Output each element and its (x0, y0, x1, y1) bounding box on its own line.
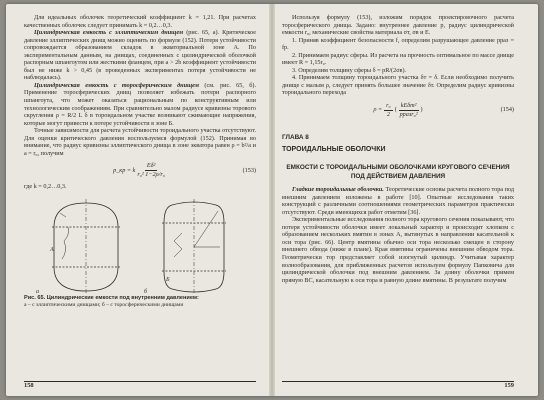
left-para-2-title: Цилиндрическая емкость с эллиптическим днищем (34, 29, 184, 37)
right-page-number: 159 (504, 382, 514, 390)
right-para-1: Используя формулу (153), изложим порядок проектировочного расчета торосферического днища. Задано: внутреннее давление p, радиус цилиндрической емкости r₀, механические свойства материала σт, σв и E. (282, 14, 514, 37)
chapter-title: ТОРОИДАЛЬНЫЕ ОБОЛОЧКИ (282, 145, 386, 153)
formula-153-numerator: Eδ² (146, 162, 156, 170)
figure-65-caption-text: а – с эллиптическими днищами; б – с торосферическими днищами (24, 301, 184, 308)
right-step-4: 4. Принимаем толщину тороидального участка δт = δ. Если необходимо получить днище с малым ρ, следует принять большее значение δт. Определим радиус кривизны тороидального перехода (282, 74, 514, 97)
right-page-footer-rule (282, 381, 514, 382)
book-spread (6, 4, 538, 396)
formula-154: ρ = $\frac{\text{r₀}}{2}$ ( $\frac{\text{kEδт²}}{\text{pразr₀²}}$ ) (154) (373, 101, 514, 118)
figure-65-caption-title: Рис. 65. Цилиндрические емкости под внутренним давлением: (24, 294, 199, 301)
left-para-4: Точные зависимости для расчета устойчивости тороидального участка отсутствуют. Для оценки критического давления воспользуемся формулой (152). Принимая во внимание, что радиус кривизны эллиптического днища в зоне экватора равен ρ = b²/a и a = r₀, получим (24, 127, 256, 157)
fig-label-b: б (144, 288, 148, 295)
left-para-3-text: (см. рис. 65, б). Применение торосферических днищ позволяет избежать потери распорного шпангоута, что может оказаться рациональным по конструктивным или технологическим соображениям. При сравнительно малом радиусе кривизны торового скругления ρ = R/2 L δ в тороидальном участке возникают сжимающие напряжения, которые могут привести к потере устойчивости в зоне Б. (24, 81, 256, 127)
figure-65 (24, 197, 256, 295)
left-para-2 (24, 29, 256, 82)
right-para-3: Экспериментальные исследования полного тора кругового сечения показывают, что потеря устойчивости оболочки имеет локальный характер и происходит хлопком с образованием нескольких вмятин в зонах А, вытянутых в направлении касательной к оси тора (рис. 66). Центр вмятины обычно оси тора несколько смещен в сторону внешнего обвода (ниже в плане). Края вмятины ограничены внешним обводом тора. Геометрически тор представляет собой изогнутый цилиндр. Учитывая характер волнообразования, для приближенных расчетов используем формулу Папковича для цилиндрической оболочки под внешним давлением. За длину оболочки примем прямую ВС, касательную к оси тора и равную длине вмятины. В результате получим (282, 216, 514, 284)
formula-153 (24, 160, 256, 180)
figure-65-caption (24, 295, 256, 308)
left-para-3-title: Цилиндрическая емкость с торосферическим днищем (34, 81, 200, 89)
formula-153-lhs: p_кр = k (113, 166, 136, 174)
vessel-b (162, 199, 226, 295)
vessel-a (52, 199, 120, 293)
left-para-2-text: (рис. 65, а). Критическое давление эллиптических днищ можно оценить по формуле (152). Потеря устойчивости сопровождается образованием складок в экваториальной зоне А. По экспериментальным данным, на днищах, соединенных с цилиндрической оболочкой распорным шпангоутом или жесткими фланцем, при a > 2b коэффициент устойчивости был не ниже k > 0,45 (в проведенных экспериментах потеря устойчивости не наблюдалась). (24, 29, 256, 82)
right-para-2 (282, 186, 514, 216)
book-gutter (269, 4, 275, 396)
fig-label-a: а (36, 288, 39, 295)
left-para-5: где k = 0,2…0,3. (24, 183, 67, 191)
formula-154-label: (154) (500, 106, 514, 114)
left-page (24, 14, 256, 390)
right-step-2: 2. Принимаем радиус сферы. Из расчета на прочность оптимальное по массе днище имеет R = 1,15r₀. (282, 51, 514, 67)
formula-154-inner-den: pразr₀² (399, 110, 418, 118)
left-page-number: 158 (24, 382, 34, 390)
formula-154-outer-fraction (384, 102, 393, 118)
fig-label-B: Б (166, 276, 170, 283)
formula-154-inner-num: kEδт² (400, 101, 417, 109)
formula-153-denominator: r₀² 1−2ρ/r₀ (137, 170, 165, 178)
right-page (282, 14, 514, 390)
formula-154-inner-fraction (399, 102, 419, 118)
section-title: ЕМКОСТИ С ТОРОИДАЛЬНЫМИ ОБОЛОЧКАМИ КРУГОВОГО СЕЧЕНИЯ ПОД ДЕЙСТВИЕМ ДАВЛЕНИЯ (286, 164, 510, 181)
right-step-3: 3. Определим толщину сферы δ = pR/(2σв). (292, 66, 407, 74)
formula-154-outer-num: r₀ (386, 101, 391, 109)
right-step-1: 1. Приняв коэффициент безопасности f, определим разрушающее давление pраз = fp. (282, 36, 514, 52)
figure-65-drawing (24, 197, 256, 295)
formula-154-outer-den: 2 (386, 110, 390, 118)
left-page-footer-rule (24, 381, 256, 382)
fig-label-A: А (50, 246, 54, 253)
right-para-2-text: Теоретические основы расчета полного тора под внешним давлением изложены в работе [10]. Опытные исследования таких конструкций с различными соотношениями геометрических параметров практически отсутствуют. Среди имеющихся работ отметим [36]. (282, 186, 514, 216)
formula-153-fraction (137, 162, 165, 178)
left-para-3 (24, 82, 256, 127)
left-para-1: Для идеальных оболочек теоретический коэффициент k = 1,21. При расчетах качественных оболочек следует принимать k = 0,2…0,3. (24, 14, 256, 29)
formula-154-lhs: ρ = (373, 106, 383, 114)
chapter-label: ГЛАВА 8 (282, 134, 309, 142)
formula-153-label: (153) (242, 166, 256, 174)
right-para-2-title: Гладкие тороидальные оболочки. (292, 186, 384, 194)
